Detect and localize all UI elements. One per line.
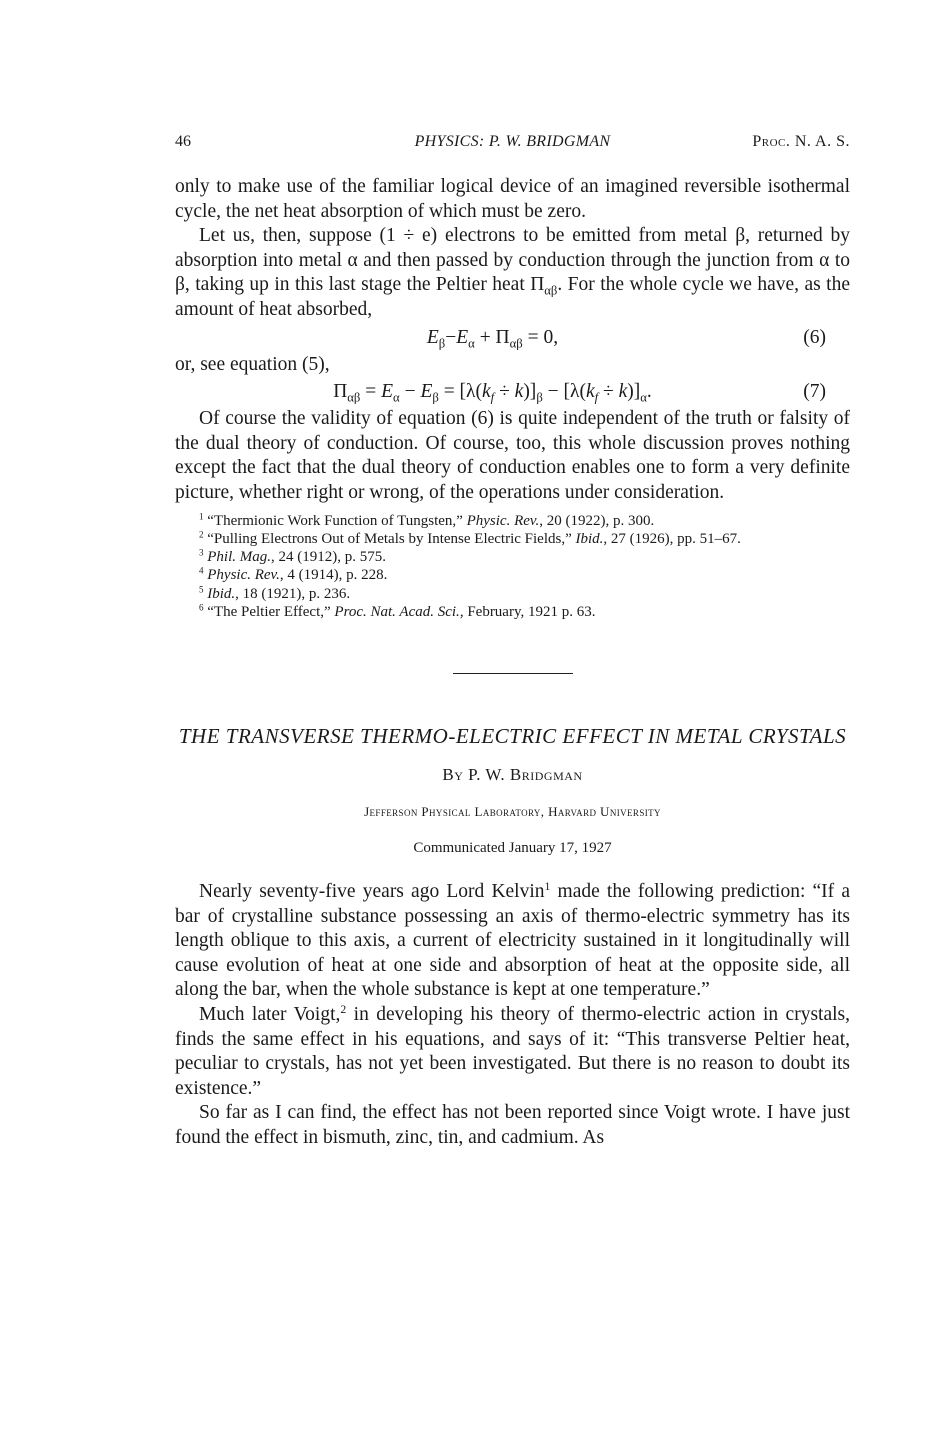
footnote-journal: Physic. Rev. <box>207 567 280 584</box>
footnote-volume: , February, 1921 p. 63. <box>459 604 596 621</box>
article-byline: By P. W. Bridgman <box>442 765 583 785</box>
paragraph-cycle <box>175 224 850 322</box>
footnote-journal: Phil. Mag. <box>207 549 271 566</box>
footnote-journal: Proc. Nat. Acad. Sci. <box>334 604 460 621</box>
paragraph-validity: Of course the validity of equation (6) is quite independent of the truth or falsity of the dual theory of conduction. Of course, too, this whole discussion proves nothing except the fact that the dual theory of conduction enables one to form a very definite picture, whether right or wrong, of the operations under consideration. <box>175 408 850 503</box>
footnote <box>175 530 850 548</box>
equation-7 <box>175 377 850 407</box>
section-divider <box>453 673 573 674</box>
footnote-ref: 1 <box>544 880 551 894</box>
footnotes <box>175 512 850 622</box>
article-body <box>175 880 850 1151</box>
equation-6-expression: $E_\beta-E_\alpha + \Pi_{\alpha\beta} = 0$, <box>426 326 559 350</box>
footnote <box>175 548 850 566</box>
footnote <box>175 566 850 584</box>
paragraph-findings: So far as I can find, the effect has not been reported since Voigt wrote. I have just found the effect in bismuth, zinc, tin, and cadmium. As <box>175 1102 850 1149</box>
cycle-text-a: Let us, then, suppose (1 ÷ e) electrons to be emitted from metal β, returned by absorption into metal α and then passed by conduction through the junction from α to β, taking up in this last stage the Peltier heat Π <box>175 225 850 296</box>
equation-7-expression: $\Pi_{\alpha\beta} = E_\alpha - E_\beta = [\lambda(k_f \div k)]_\beta - [\lambda(k_f \div k)]_\alpha$. <box>333 381 652 405</box>
kelvin-text-a: Nearly seventy-five years ago Lord Kelvin <box>199 881 545 903</box>
cycle-text-b: . For the whole cycle we have, as the amount of heat absorbed, <box>175 274 850 320</box>
see-equation-text: or, see equation (5), <box>175 353 330 375</box>
footnote-marker: 1 <box>199 511 204 522</box>
footnote-volume: , 27 (1926), pp. 51–67. <box>603 530 741 547</box>
footnote-marker: 2 <box>199 529 204 540</box>
footnote-volume: , 20 (1922), p. 300. <box>539 512 655 529</box>
paragraph-kelvin <box>175 880 850 1003</box>
footnote-ref: 2 <box>340 1003 347 1017</box>
kelvin-text-b: made the following prediction: “If a bar of crystalline substance possessing an axis of thermo-electric symmetry has its length oblique to this axis, a current of electricity sustained in it longitudinally will cause evolution of heat at one side and absorption of heat at the opposite side, all along the bar, when the whole substance is kept at one temperature.” <box>175 881 850 1001</box>
voigt-text-a: Much later Voigt, <box>199 1004 341 1026</box>
pi-subscript: αβ <box>544 283 558 298</box>
paragraph-continued: only to make use of the familiar logical device of an imagined reversible isothermal cycle, the net heat absorption of which must be zero. <box>175 176 850 222</box>
footnote-volume: , 4 (1914), p. 228. <box>279 567 388 584</box>
footnote-title: “Thermionic Work Function of Tungsten,” <box>207 512 467 529</box>
footnote-title: “Pulling Electrons Out of Metals by Intense Electric Fields,” <box>207 530 576 547</box>
page-body <box>175 175 850 1151</box>
footnote <box>175 512 850 530</box>
footnote <box>175 585 850 603</box>
footnote-marker: 3 <box>199 547 204 558</box>
article-title: THE TRANSVERSE THERMO-ELECTRIC EFFECT IN METAL CRYSTALS <box>178 724 847 749</box>
communicated-date: Communicated January 17, 1927 <box>413 839 612 856</box>
footnote-title: “The Peltier Effect,” <box>207 604 335 621</box>
footnote-volume: , 24 (1912), p. 575. <box>271 549 386 566</box>
page-header <box>175 133 850 155</box>
running-title: PHYSICS: P. W. BRIDGMAN <box>414 133 611 150</box>
paragraph-voigt <box>175 1003 850 1101</box>
footnote-journal: Physic. Rev. <box>466 512 540 529</box>
footnote-marker: 5 <box>199 584 204 595</box>
equation-7-number: (7) <box>803 381 826 403</box>
footnote-marker: 4 <box>199 566 204 577</box>
footnote <box>175 603 850 621</box>
footnote-marker: 6 <box>199 602 204 613</box>
page-number: 46 <box>175 133 191 150</box>
voigt-text-b: in developing his theory of thermo-electric action in crystals, finds the same effect in his equations, and says of it: “This transverse Peltier heat, peculiar to crystals, has not yet been investigated. But there is no reason to doubt its existence.” <box>175 1004 851 1099</box>
equation-6-number: (6) <box>803 326 826 348</box>
footnote-journal: Ibid. <box>207 585 236 602</box>
footnote-volume: , 18 (1921), p. 236. <box>235 585 351 602</box>
journal-abbrev: Proc. N. A. S. <box>752 133 850 150</box>
article-affiliation: Jefferson Physical Laboratory, Harvard University <box>364 803 661 819</box>
equation-6 <box>175 323 850 353</box>
footnote-journal: Ibid. <box>575 530 604 547</box>
